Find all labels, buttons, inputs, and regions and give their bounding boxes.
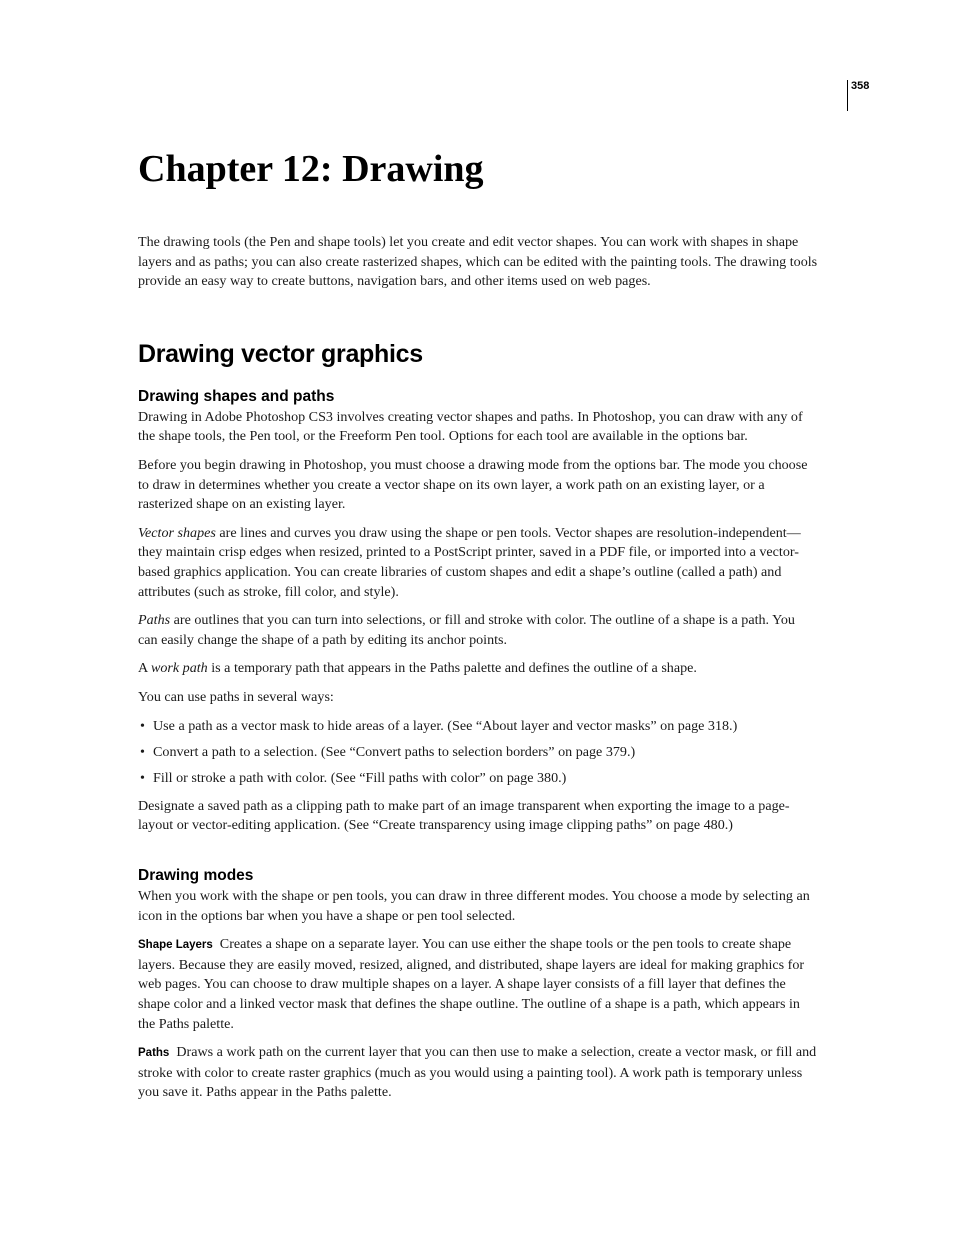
subsection-title-shapes-and-paths: Drawing shapes and paths	[138, 387, 335, 405]
list-item	[138, 717, 818, 737]
paragraph-vector-shapes	[138, 524, 818, 602]
chapter-title: Chapter 12: Drawing	[138, 148, 484, 190]
bullet-icon: •	[140, 770, 145, 787]
path-uses-list	[138, 717, 818, 789]
list-item-text: Convert a path to a selection. (See “Convert paths to selection borders” on page 379.)	[153, 743, 636, 760]
list-item	[138, 769, 818, 789]
paragraph-text: is a temporary path that appears in the Paths palette and defines the outline of a shape.	[207, 660, 697, 677]
paragraph-paths-mode	[138, 1043, 818, 1103]
term-work-path: work path	[150, 660, 208, 677]
paragraph: Before you begin drawing in Photoshop, you must choose a drawing mode from the options bar. The mode you choose to draw in determines whether you create a vector shape on its own layer, a work path on an existing layer, or a rasterized shape on an existing layer.	[138, 456, 808, 513]
page-number: 358	[851, 80, 870, 92]
paragraph-text: Draws a work path on the current layer that you can then use to make a selection, create a vector mask, or fill and stroke with color to create raster graphics (much as you would using a painting tool). A work path is temporary unless you save it. Paths appear in the Paths palette.	[138, 1044, 817, 1101]
paragraph-text: are outlines that you can turn into selections, or fill and stroke with color. The outline of a shape is a path. You can easily change the shape of a path by editing its anchor points.	[138, 612, 795, 648]
bullet-icon: •	[140, 743, 145, 760]
run-in-label-shape-layers: Shape Layers	[138, 939, 213, 952]
paragraph: You can use paths in several ways:	[138, 688, 334, 705]
list-item-text: Use a path as a vector mask to hide areas of a layer. (See “About layer and vector masks” on page 318.)	[153, 717, 738, 734]
intro-paragraph: The drawing tools (the Pen and shape tools) let you create and edit vector shapes. You can work with shapes in shape layers and as paths; you can also create rasterized shapes, which can be edited with the painting tools. The drawing tools provide an easy way to create buttons, navigation bars, and other items used on web pages.	[138, 234, 818, 290]
paragraph: When you work with the shape or pen tools, you can draw in three different modes. You choose a mode by selecting an icon in the options bar when you have a shape or pen tool selected.	[138, 888, 810, 924]
list-item	[138, 743, 818, 763]
term-paths: Paths	[138, 612, 171, 629]
paragraph-text: A	[138, 660, 151, 677]
body-flow	[138, 233, 818, 1112]
paragraph-shape-layers	[138, 935, 818, 1034]
paragraph: Drawing in Adobe Photoshop CS3 involves creating vector shapes and paths. In Photoshop, you can draw with any of the shape tools, the Pen tool, or the Freeform Pen tool. Options for each tool are available in the options bar.	[138, 408, 803, 445]
paragraph: Designate a saved path as a clipping path to make part of an image transparent when exporting the image to a page-layout or vector-editing application. (See “Create transparency using image clipping paths” on page 480.)	[138, 797, 790, 834]
term-vector-shapes: Vector shapes	[138, 524, 216, 541]
run-in-label-paths: Paths	[138, 1047, 170, 1060]
section-title-drawing-vector-graphics: Drawing vector graphics	[138, 339, 423, 368]
paragraph-text: Creates a shape on a separate layer. You can use either the shape tools or the pen tools to create shape layers. Because they are easily moved, resized, aligned, and distributed, shape layers are ideal for making graphics for web pages. You can choose to draw multiple shapes on a layer. A shape layer consists of a fill layer that defines the shape color and a linked vector mask that defines the shape outline. The outline of a shape is a path, which appears in the Paths palette.	[138, 936, 805, 1032]
bullet-icon: •	[140, 717, 145, 734]
paragraph-work-path	[138, 659, 818, 679]
page-number-rule	[847, 80, 848, 111]
paragraph-text: are lines and curves you draw using the shape or pen tools. Vector shapes are resolution-independent—they maintain crisp edges when resized, printed to a PostScript printer, saved in a PDF file, or imported into a vector-based graphics application. You can create libraries of custom shapes and edit a shape’s outline (called a path) and attributes (such as stroke, fill color, and style).	[138, 524, 801, 600]
list-item-text: Fill or stroke a path with color. (See “Fill paths with color” on page 380.)	[153, 770, 567, 787]
subsection-title-drawing-modes: Drawing modes	[138, 867, 254, 885]
paragraph-paths	[138, 611, 818, 650]
